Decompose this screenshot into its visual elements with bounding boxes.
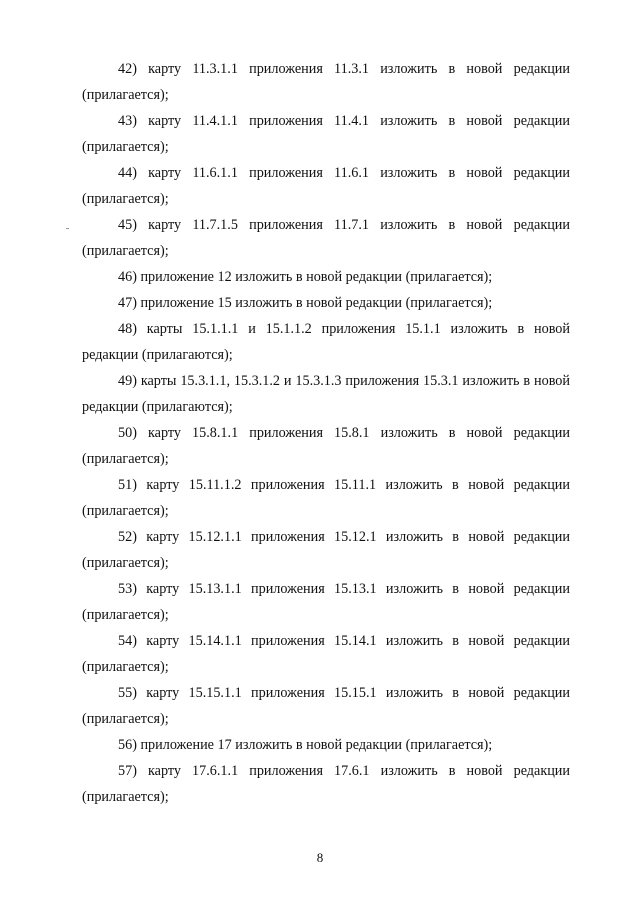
list-item-text: 48) карты 15.1.1.1 и 15.1.1.2 приложения 15.1.1 изложить в новой редакции (прилагаются); (82, 321, 570, 363)
list-item-text: 55) карту 15.15.1.1 приложения 15.15.1 изложить в новой редакции (прилагается); (82, 685, 570, 727)
list-item (82, 524, 570, 576)
list-item (82, 160, 570, 212)
list-item-text: 51) карту 15.11.1.2 приложения 15.11.1 изложить в новой редакции (прилагается); (82, 477, 570, 519)
list-item (82, 368, 570, 420)
list-item-text: 57) карту 17.6.1.1 приложения 17.6.1 изложить в новой редакции (прилагается); (82, 763, 570, 805)
list-item-text: 43) карту 11.4.1.1 приложения 11.4.1 изложить в новой редакции (прилагается); (82, 113, 570, 155)
list-item (82, 576, 570, 628)
list-item-text: 54) карту 15.14.1.1 приложения 15.14.1 изложить в новой редакции (прилагается); (82, 633, 570, 675)
list-item (82, 680, 570, 732)
list-item-text: 50) карту 15.8.1.1 приложения 15.8.1 изложить в новой редакции (прилагается); (82, 425, 570, 467)
margin-mark (66, 228, 69, 229)
list-item (82, 290, 570, 316)
list-item-text: 47) приложение 15 изложить в новой редакции (прилагается); (118, 295, 493, 311)
list-item (82, 108, 570, 160)
list-item (82, 56, 570, 108)
list-item (82, 212, 570, 264)
list-item-text: 44) карту 11.6.1.1 приложения 11.6.1 изложить в новой редакции (прилагается); (82, 165, 570, 207)
list-item (82, 316, 570, 368)
list-item (82, 472, 570, 524)
list-item-text: 49) карты 15.3.1.1, 15.3.1.2 и 15.3.1.3 приложения 15.3.1 изложить в новой редакции (прилагаются); (82, 373, 570, 415)
list-item-text: 52) карту 15.12.1.1 приложения 15.12.1 изложить в новой редакции (прилагается); (82, 529, 570, 571)
list-item (82, 732, 570, 758)
list-item (82, 420, 570, 472)
list-item (82, 264, 570, 290)
list-item (82, 628, 570, 680)
list-item-text: 42) карту 11.3.1.1 приложения 11.3.1 изложить в новой редакции (прилагается); (82, 61, 570, 103)
list-item-text: 46) приложение 12 изложить в новой редакции (прилагается); (118, 269, 493, 285)
amendment-list (82, 56, 570, 810)
list-item-text: 53) карту 15.13.1.1 приложения 15.13.1 изложить в новой редакции (прилагается); (82, 581, 570, 623)
list-item-text: 45) карту 11.7.1.5 приложения 11.7.1 изложить в новой редакции (прилагается); (82, 217, 570, 259)
list-item (82, 758, 570, 810)
list-item-text: 56) приложение 17 изложить в новой редакции (прилагается); (118, 737, 493, 753)
page-number: 8 (316, 850, 324, 865)
